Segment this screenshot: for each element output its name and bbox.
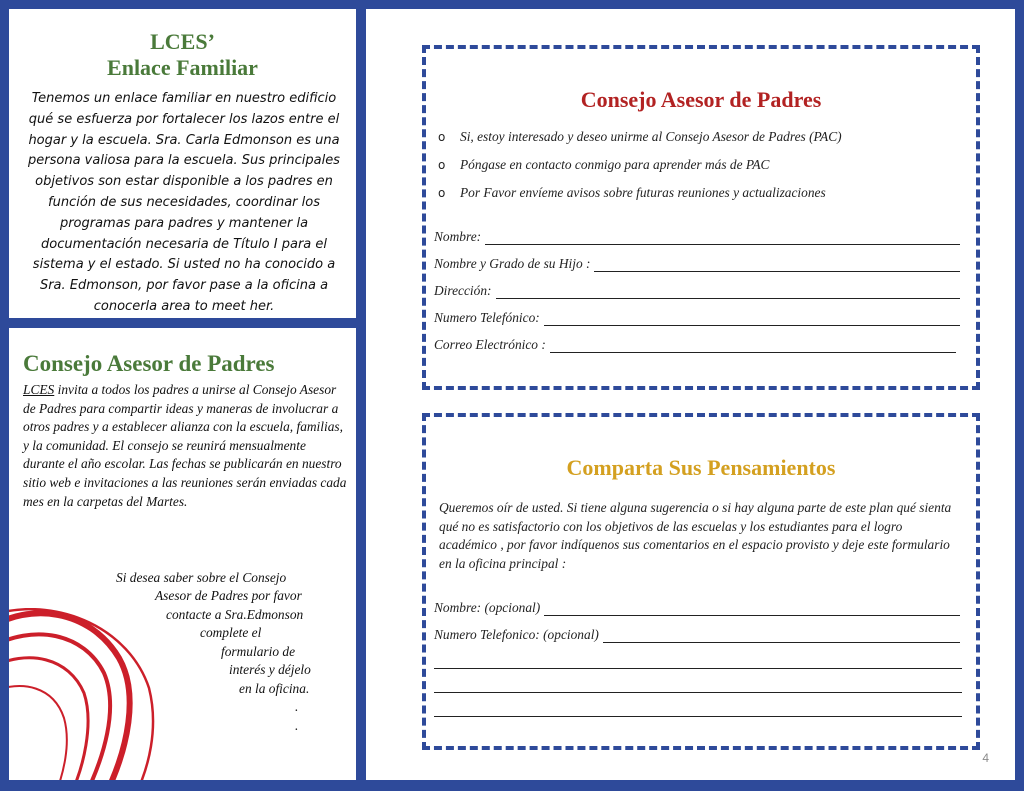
phone-line[interactable] [544, 313, 960, 326]
family-liaison-panel [9, 9, 356, 318]
pac-option-contact[interactable] [438, 157, 769, 173]
address-label: Dirección: [434, 283, 492, 298]
cta-line: complete el [200, 625, 262, 640]
address-field[interactable] [434, 283, 960, 299]
optional-name-field[interactable] [434, 600, 960, 616]
parent-council-info-panel [9, 328, 356, 780]
optional-name-label: Nombre: (opcional) [434, 600, 541, 615]
page-number: 4 [982, 751, 989, 765]
optional-phone-line[interactable] [603, 630, 960, 643]
cta-line: Asesor de Padres por favor [155, 588, 302, 603]
option-bullet-icon: o [438, 186, 446, 200]
optional-phone-label: Numero Telefonico: (opcional) [434, 627, 599, 642]
cta-line: Si desea saber sobre el Consejo [116, 570, 287, 585]
child-name-grade-label: Nombre y Grado de su Hijo : [434, 256, 591, 271]
decorative-swirl-icon [9, 608, 209, 780]
family-liaison-body: Tenemos un enlace familiar en nuestro edificio qué se esfuerza por fortalecer los lazos entre el hogar y la escuela. Sra. Carla Edmonson es una persona valiosa para la escuela. Sus principales objetivos son estar disponible a los padres en función de sus necesidades, coordinar los programas para padres y mantener la documentación necesaria de Título I para el sistema y el estado. Si usted no ha conocido a Sra. Edmonson, por favor pase a la oficina a conocerla area to meet her. [28, 91, 340, 314]
forms-panel [366, 9, 1015, 780]
family-liaison-title-line1: LCES’ [150, 29, 215, 54]
pac-form-title: Consejo Asesor de Padres [580, 87, 822, 112]
cta-line: interés y déjelo [229, 662, 311, 677]
pac-option-label: Si, estoy interesado y deseo unirme al Consejo Asesor de Padres (PAC) [460, 129, 842, 144]
parent-council-info-text: invita a todos los padres a unirse al Consejo Asesor de Padres para compartir ideas y maneras de involucrar a otros padres y a establecer alianza con la escuela, familias, y la comunidad. El consejo se reunirá mensualmente durante el año escolar. Las fechas se publicarán en nuestro sitio web e invitaciones a las reuniones serán enviadas cada mes en la carpetas del Martes. [23, 382, 347, 509]
cta-dot: . [295, 718, 299, 733]
family-liaison-title-line2: Enlace Familiar [107, 55, 258, 80]
phone-field[interactable] [434, 310, 960, 326]
comments-form-title: Comparta Sus Pensamientos [566, 455, 836, 480]
option-bullet-icon: o [438, 158, 446, 172]
pac-form [422, 45, 980, 390]
email-line[interactable] [550, 340, 956, 353]
email-label: Correo Electrónico : [434, 337, 546, 352]
child-name-grade-line[interactable] [594, 259, 960, 272]
name-field-line[interactable] [485, 232, 960, 245]
comment-line[interactable] [434, 692, 962, 693]
pac-option-label: Por Favor envíeme avisos sobre futuras reuniones y actualizaciones [460, 185, 826, 200]
name-field[interactable] [434, 229, 960, 245]
child-name-grade-field[interactable] [434, 256, 960, 272]
parent-council-info-lead: LCES [23, 382, 55, 397]
cta-line: formulario de [221, 644, 296, 659]
parent-council-info-title: Consejo Asesor de Padres [23, 351, 275, 376]
email-field[interactable] [434, 337, 956, 353]
optional-name-line[interactable] [544, 603, 960, 616]
comments-form-instructions: Queremos oír de usted. Si tiene alguna sugerencia o si hay alguna parte de este plan qué sienta qué no es satisfactorio con los objetivos de las escuelas y los estudiantes para el logro académico , por favor indíquenos sus comentarios en el espacio provisto y deje este formulario en la oficina principal : [439, 500, 952, 571]
phone-label: Numero Telefónico: [434, 310, 540, 325]
cta-dot: . [295, 699, 299, 714]
optional-phone-field[interactable] [434, 627, 960, 643]
pac-option-label: Póngase en contacto conmigo para aprender más de PAC [460, 157, 770, 172]
parent-council-info-body [23, 381, 348, 511]
cta-line: contacte a Sra.Edmonson [166, 607, 304, 622]
name-field-label: Nombre: [434, 229, 482, 244]
pac-option-notices[interactable] [438, 185, 826, 201]
comment-line[interactable] [434, 668, 962, 669]
pac-option-join[interactable] [438, 129, 842, 145]
option-bullet-icon: o [438, 130, 446, 144]
comment-line[interactable] [434, 716, 962, 717]
comments-form [422, 413, 980, 750]
cta-line: en la oficina. [239, 681, 310, 696]
address-line[interactable] [496, 286, 960, 299]
